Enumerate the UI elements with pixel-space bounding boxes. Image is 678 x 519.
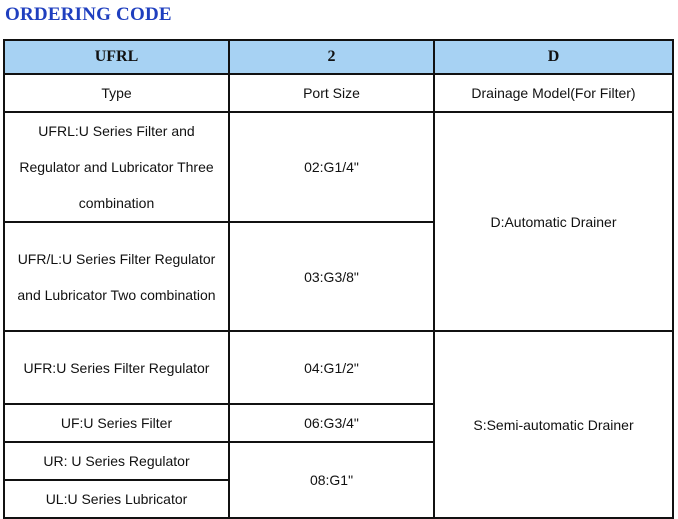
column-header-row bbox=[4, 74, 673, 112]
column-header-type: Type bbox=[4, 74, 229, 112]
table-row bbox=[4, 331, 673, 404]
type-cell: UR: U Series Regulator bbox=[4, 442, 229, 480]
port-size-cell: 06:G3/4" bbox=[229, 404, 434, 442]
type-cell: UF:U Series Filter bbox=[4, 404, 229, 442]
header-code-port: 2 bbox=[229, 40, 434, 74]
type-cell: UFR/L:U Series Filter Regulator and Lubricator Two combination bbox=[4, 222, 229, 331]
header-code-series: UFRL bbox=[4, 40, 229, 74]
type-cell: UFR:U Series Filter Regulator bbox=[4, 331, 229, 404]
type-cell: UFRL:U Series Filter and Regulator and Lubricator Three combination bbox=[4, 112, 229, 222]
header-code-drainage: D bbox=[434, 40, 673, 74]
code-header-row bbox=[4, 40, 673, 74]
page-title: ORDERING CODE bbox=[5, 4, 172, 25]
table-row bbox=[4, 112, 673, 222]
port-size-cell: 02:G1/4" bbox=[229, 112, 434, 222]
drainage-cell: D:Automatic Drainer bbox=[434, 112, 673, 331]
column-header-drainage: Drainage Model(For Filter) bbox=[434, 74, 673, 112]
port-size-cell: 03:G3/8" bbox=[229, 222, 434, 331]
column-header-port-size: Port Size bbox=[229, 74, 434, 112]
type-cell: UL:U Series Lubricator bbox=[4, 480, 229, 518]
ordering-code-table bbox=[3, 39, 674, 519]
port-size-cell: 08:G1" bbox=[229, 442, 434, 518]
port-size-cell: 04:G1/2" bbox=[229, 331, 434, 404]
drainage-cell: S:Semi-automatic Drainer bbox=[434, 331, 673, 518]
